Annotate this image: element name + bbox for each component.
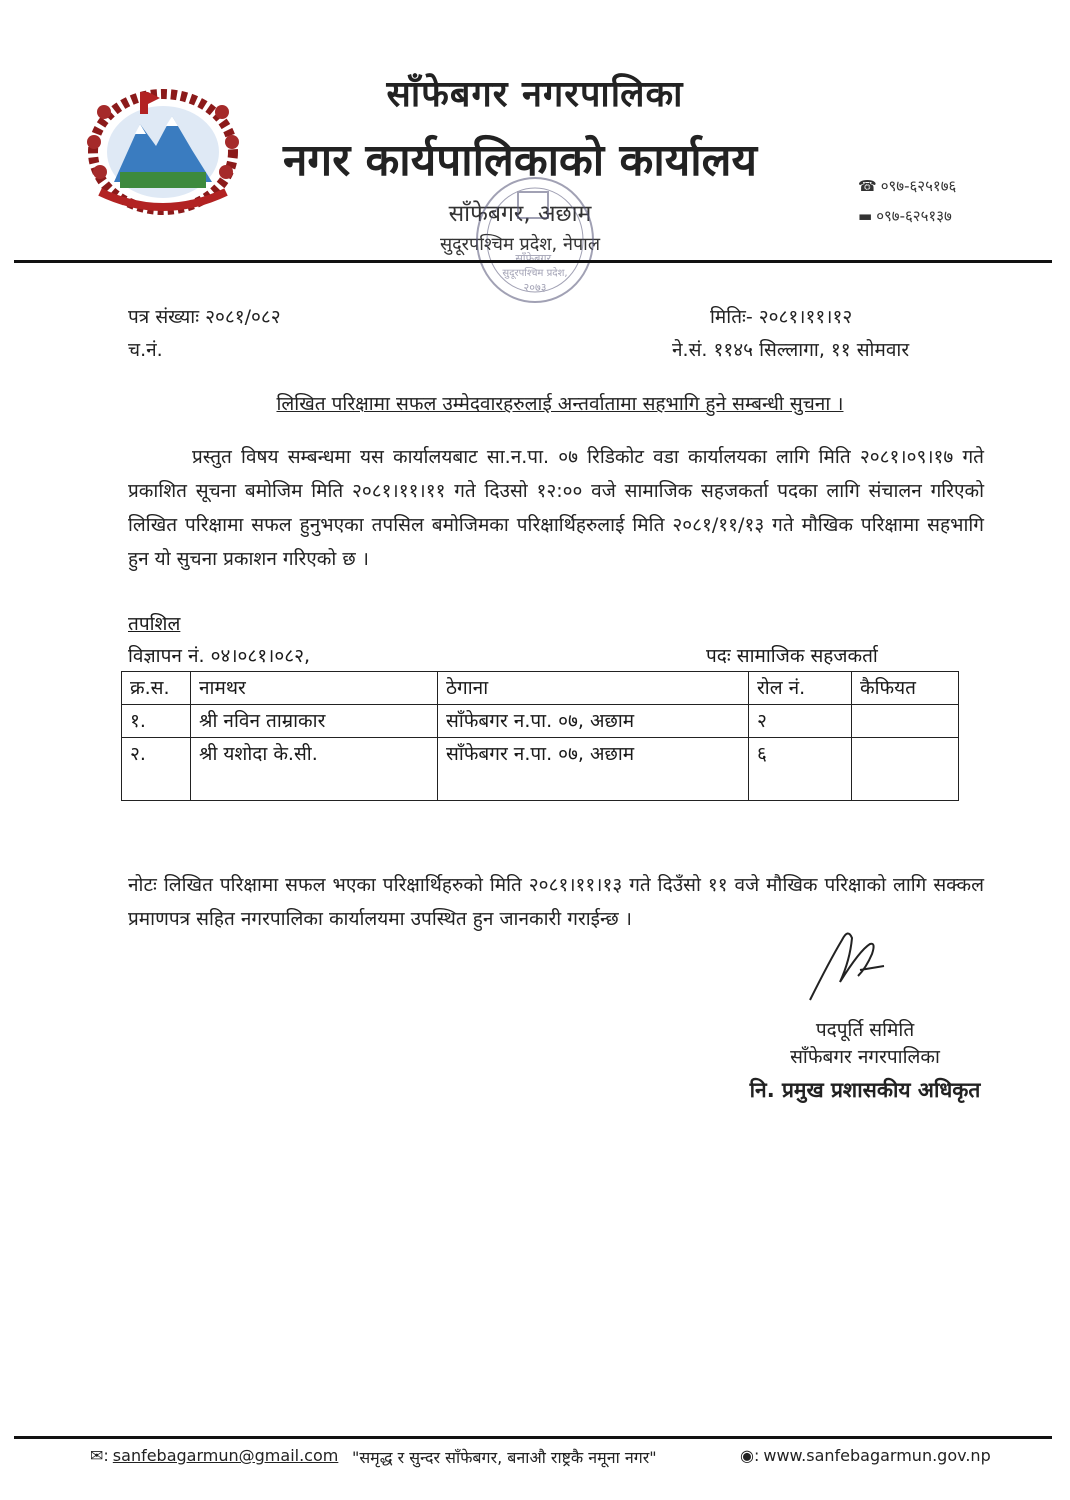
schedule-heading: तपशिल: [128, 613, 181, 635]
cell-name: श्री यशोदा के.सी.: [191, 738, 438, 801]
cell-serial: २.: [122, 738, 191, 801]
email-link[interactable]: sanfebagarmun@gmail.com: [112, 1446, 339, 1465]
stamp-line1: साँफेबगर,: [515, 252, 555, 265]
notice-subject: लिखित परिक्षामा सफल उम्मेदवारहरुलाई अन्तर्वातामा सहभागि हुने सम्बन्धी सुचना ।: [276, 393, 844, 415]
cell-address: साँफेबगर न.पा. ०७, अछाम: [438, 738, 749, 801]
col-remarks: कैफियत: [852, 672, 959, 705]
office-address: साँफेबगर, अछाम: [448, 201, 592, 227]
phone-icon: ☎: [858, 177, 877, 195]
fax-line: [858, 206, 952, 226]
cell-remarks: [852, 705, 959, 738]
cell-roll: ६: [749, 738, 852, 801]
header-divider: [14, 260, 1052, 263]
fax-number: ०९७-६२५१३७: [876, 207, 952, 225]
table-header-row: [122, 672, 959, 705]
cell-name: श्री नविन ताम्राकार: [191, 705, 438, 738]
office-stamp: [470, 170, 600, 310]
phone-number: ०९७-६२५१७६: [880, 177, 957, 195]
col-address: ठेगाना: [438, 672, 749, 705]
signature-municipality: साँफेबगर नगरपालिका: [790, 1046, 940, 1068]
stamp-year: २०७३: [523, 281, 547, 294]
footer-website: [740, 1446, 991, 1465]
col-name: नामथर: [191, 672, 438, 705]
website-link[interactable]: www.sanfebagarmun.gov.np: [763, 1446, 991, 1465]
stamp-line2: सुदूरपश्चिम प्रदेश,: [502, 268, 568, 279]
mail-icon: ✉:: [90, 1446, 109, 1465]
advertisement-number: विज्ञापन नं. ०४।०८१।०८२,: [128, 645, 311, 667]
phone-line: [858, 176, 956, 196]
notice-body: प्रस्तुत विषय सम्बन्धमा यस कार्यालयबाट सा.न.पा. ०७ रिडिकोट वडा कार्यालयका लागि मिति २०८१।०९।१७ गते प्रकाशित सूचना बमोजिम मिति २०८१।११।११ गते दिउसो १२:०० वजे सामाजिक सहजकर्ता पदका लागि संचालन गरिएको लिखित परिक्षामा सफल हुनुभएका तपसिल बमोजिमका परिक्षार्थिहरुलाई मिति २०८१/११/१३ गते मौखिक परिक्षामा सहभागि हुन यो सुचना प्रकाशन गरिएको छ ।: [128, 446, 984, 570]
note-text: नोटः लिखित परिक्षामा सफल भएका परिक्षार्थिहरुको मिति २०८१।११।१३ गते दिउँसो ११ वजे मौखिक परिक्षाको लागि सक्कल प्रमाणपत्र सहित नगरपालिका कार्यालयमा उपस्थित हुन जानकारी गराईन्छ ।: [128, 874, 984, 930]
letter-number: पत्र संख्याः २०८१/०८२: [128, 306, 281, 328]
office-region: सुदूरपश्चिम प्रदेश, नेपाल: [439, 234, 601, 255]
candidates-table: [121, 671, 959, 801]
office-title: नगर कार्यपालिकाको कार्यालय: [283, 135, 757, 186]
municipality-name: साँफेबगर नगरपालिका: [386, 74, 684, 115]
cell-roll: २: [749, 705, 852, 738]
fax-icon: ▬: [858, 207, 873, 225]
col-serial: क्र.स.: [122, 672, 191, 705]
dispatch-number: च.नं.: [128, 339, 163, 361]
table-row: [122, 738, 959, 801]
cell-serial: १.: [122, 705, 191, 738]
letter-date: मितिः- २०८१।११।१२: [710, 306, 853, 328]
table-row: [122, 705, 959, 738]
nepal-sambat-date: ने.सं. ११४५ सिल्लागा, ११ सोमवार: [672, 339, 910, 361]
footer-divider: [14, 1436, 1052, 1439]
signature-committee: पदपूर्ति समिति: [815, 1019, 915, 1041]
signature-officer: नि. प्रमुख प्रशासकीय अधिकृत: [749, 1078, 981, 1102]
signature: [800, 920, 892, 1010]
footer-email: [90, 1446, 338, 1465]
col-roll: रोल नं.: [749, 672, 852, 705]
globe-icon: ◉:: [740, 1446, 760, 1465]
cell-remarks: [852, 738, 959, 801]
cell-address: साँफेबगर न.पा. ०७, अछाम: [438, 705, 749, 738]
post-title: पदः सामाजिक सहजकर्ता: [706, 645, 878, 667]
footer-slogan: "समृद्ध र सुन्दर साँफेबगर, बनाऔ राष्ट्रकै नमूना नगर": [352, 1448, 657, 1467]
